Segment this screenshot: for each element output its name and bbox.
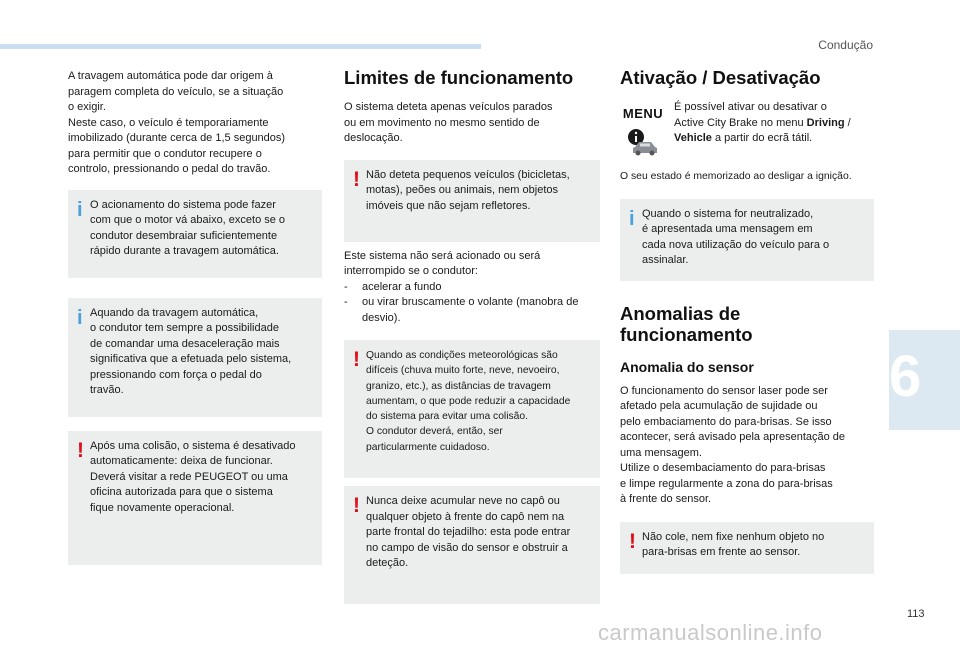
info-icon: i xyxy=(77,198,83,221)
menu-text: É possível ativar ou desativar o Active City Brake no menu Driving / Vehicle a partir do ecrã tátil. xyxy=(674,101,851,144)
col2-para2: Este sistema não será acionado ou será interrompido se o condutor: xyxy=(344,249,541,277)
condition-list xyxy=(344,280,600,327)
car-info-icon xyxy=(625,127,661,157)
warning-note-1: ! Após uma colisão, o sistema é desativado automaticamente: deixa de funcionar. Deverá visitar a rede PEUGEOT ou uma oficina autorizada para que o sistema fique novamente operacional. xyxy=(68,431,322,565)
warning-note-3: ! Quando as condições meteorológicas são difíceis (chuva muito forte, neve, nevoeiro, granizo, etc.), as distâncias de travagem aumentam, o que pode reduzir a capacidade do sistema para evitar uma colisão. O condutor deverá, então, ser particularmente cuidadoso. xyxy=(344,340,600,478)
info-note-3: i Quando o sistema for neutralizado, é apresentada uma mensagem em cada nova utilização do veículo para o assinalar. xyxy=(620,199,874,281)
header-bar xyxy=(0,44,481,49)
col1-intro: A travagem automática pode dar origem à paragem completa do veículo, se a situação o exigir. Neste caso, o veículo é temporariamente imobilizado (durante cerca de 1,5 segundos) para permitir que o condutor recupere o controlo, pressionando o pedal do travão. xyxy=(68,70,286,175)
warning-icon: ! xyxy=(353,494,360,517)
info-note-1: i O acionamento do sistema pode fazer com que o motor vá abaixo, exceto se o condutor desembraiar suficientemente rápido durante a travagem automática. xyxy=(68,190,322,278)
warning-icon: ! xyxy=(353,167,360,191)
column-2 xyxy=(344,67,600,604)
warning-icon: ! xyxy=(353,348,360,371)
column-3 xyxy=(620,67,874,574)
warning-icon: ! xyxy=(77,438,84,462)
section-title-anomalies: Anomalias de funcionamento xyxy=(620,302,753,345)
list-item: - acelerar a fundo xyxy=(344,280,600,296)
warning-note-2: ! Não deteta pequenos veículos (bicicletas, motas), peões ou animais, nem objetos imóveis que não sejam refletores. xyxy=(344,160,600,242)
section-title-activation: Ativação / Desativação xyxy=(620,67,821,88)
memo-text: O seu estado é memorizado ao desligar a ignição. xyxy=(620,171,852,182)
info-note-2: i Aquando da travagem automática, o condutor tem sempre a possibilidade de comandar uma desaceleração mais significativa que a efetuada pelo sistema, pressionando com força o pedal do travão. xyxy=(68,298,322,417)
info-icon: i xyxy=(77,306,83,329)
menu-instruction xyxy=(620,102,874,157)
warning-icon: ! xyxy=(629,529,636,553)
subsection-title-sensor: Anomalia do sensor xyxy=(620,358,754,375)
info-icon: i xyxy=(629,207,635,230)
col2-intro: O sistema deteta apenas veículos parados ou em movimento no mesmo sentido de deslocação. xyxy=(344,101,553,144)
watermark: carmanualsonline.info xyxy=(598,620,823,645)
sensor-text: O funcionamento do sensor laser pode ser afetado pela acumulação de sujidade ou pelo embaciamento do para-brisas. Se isso acontecer, será avisado pela apresentação de uma mensagem. Utilize o desembaciamento do para-brisas e limpe regularmente a zona do para-brisas à frente do sensor. xyxy=(620,384,846,505)
menu-icon-group xyxy=(620,102,666,157)
chapter-number: 6 xyxy=(889,344,922,409)
section-title-limits: Limites de funcionamento xyxy=(344,67,574,88)
column-1 xyxy=(68,69,322,565)
chapter-title: Condução xyxy=(818,38,873,52)
page-number: 113 xyxy=(907,608,925,620)
warning-note-4: ! Nunca deixe acumular neve no capô ou qualquer objeto à frente do capô nem na parte frontal do tejadilho: esta pode entrar no campo de visão do sensor e obstruir a deteção. xyxy=(344,486,600,604)
menu-label: MENU xyxy=(622,106,664,121)
list-item: - ou virar bruscamente o volante (manobra de desvio). xyxy=(344,295,600,326)
warning-note-5: ! Não cole, nem fixe nenhum objeto no para-brisas em frente ao sensor. xyxy=(620,522,874,574)
